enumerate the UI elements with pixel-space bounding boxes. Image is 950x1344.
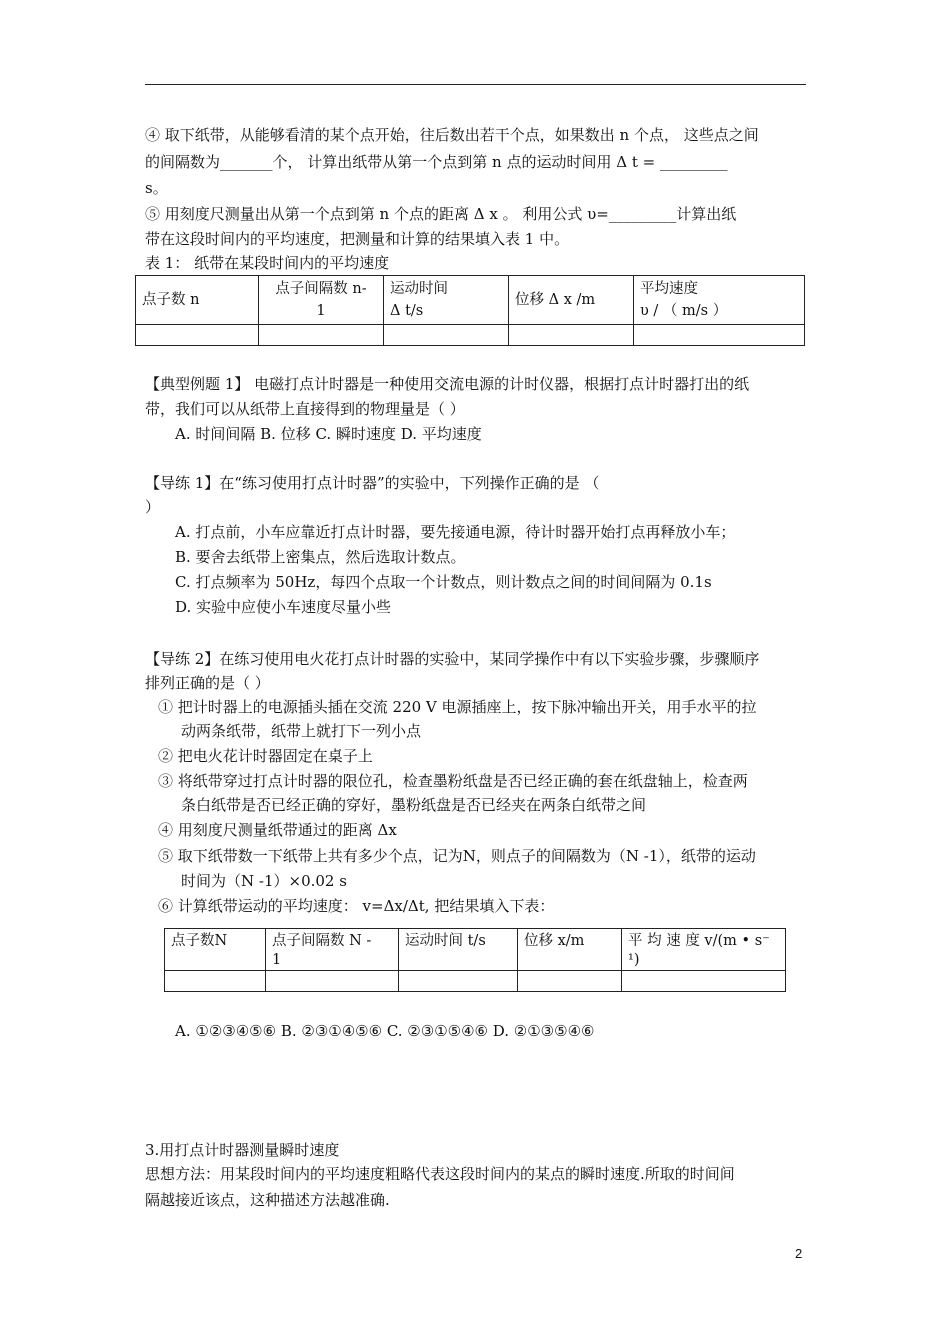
table2 xyxy=(164,928,786,992)
drill2-step-3: ③ 将纸带穿过打点计时器的限位孔，检查墨粉纸盘是否已经正确的套在纸盘轴上，检查两 xyxy=(158,772,748,790)
drill2-step-1: ① 把计时器上的电源插头插在交流 220 V 电源插座上，按下脉冲输出开关，用手水平的拉 xyxy=(158,698,757,716)
drill2-step-3-cont: 条白纸带是否已经正确的穿好，墨粉纸盘是否已经夹在两条白纸带之间 xyxy=(181,796,647,814)
table1-header-cell: 平均速度 υ / （ m/s ） xyxy=(634,276,805,325)
step5-line-2: 带在这段时间内的平均速度，把测量和计算的结果填入表 1 中。 xyxy=(145,230,570,248)
section3-title: 3.用打点计时器测量瞬时速度 xyxy=(145,1141,340,1159)
drill2-step-4: ④ 用刻度尺测量纸带通过的距离 Δx xyxy=(158,821,397,839)
drill1-option-c: C. 打点频率为 50Hz，每四个点取一个计数点，则计数点之间的时间间隔为 0.1s xyxy=(175,573,712,591)
table2-header-cell: 点子间隔数 N - 1 xyxy=(266,929,399,971)
table1-header-cell: 点子间隔数 n- 1 xyxy=(259,276,384,325)
table1-empty-row xyxy=(136,325,805,346)
table1-header-cell: 运动时间 Δ t/s xyxy=(384,276,509,325)
section3-line-1: 思想方法：用某段时间内的平均速度粗略代表这段时间内的某点的瞬时速度.所取的时间间 xyxy=(145,1165,735,1183)
drill2-step-6: ⑥ 计算纸带运动的平均速度： v=Δx/Δt, 把结果填入下表： xyxy=(158,897,555,915)
section3-line-2: 隔越接近该点，这种描述方法越准确. xyxy=(145,1191,390,1209)
table2-header-cell: 平 均 速 度 v/(m • s⁻ ¹) xyxy=(622,929,786,971)
drill2-options: A. ①②③④⑤⑥ B. ②③①④⑤⑥ C. ②③①⑤④⑥ D. ②①③⑤④⑥ xyxy=(175,1022,595,1040)
drill2-line-2: 排列正确的是（ ） xyxy=(145,674,270,692)
table2-header-cell: 位移 x/m xyxy=(518,929,622,971)
example1-line-1: 【典型例题 1】 电磁打点计时器是一种使用交流电源的计时仪器，根据打点计时器打出的纸 xyxy=(145,375,750,393)
step5-line-1: ⑤ 用刻度尺测量出从第一个点到第 n 个点的距离 Δ x 。 利用公式 υ=_________计算出纸 xyxy=(145,205,737,223)
drill1-line-2: ） xyxy=(145,498,161,516)
drill1-option-a: A. 打点前，小车应靠近打点计时器，要先接通电源，待计时器开始打点再释放小车； xyxy=(175,523,736,541)
table1-header-cell: 位移 Δ x /m xyxy=(509,276,634,325)
example1-line-2: 带，我们可以从纸带上直接得到的物理量是（ ） xyxy=(145,400,465,418)
table1 xyxy=(135,275,805,346)
table2-header-cell: 点子数N xyxy=(165,929,266,971)
drill2-line-1: 【导练 2】在练习使用电火花打点计时器的实验中，某同学操作中有以下实验步骤，步骤顺序 xyxy=(145,650,760,668)
drill2-step-5-cont: 时间为（N -1）×0.02 s xyxy=(181,872,347,890)
table1-caption: 表 1： 纸带在某段时间内的平均速度 xyxy=(145,254,390,272)
drill2-step-1-cont: 动两条纸带，纸带上就打下一列小点 xyxy=(181,722,422,740)
step4-line-3: s。 xyxy=(145,179,168,197)
drill1-option-d: D. 实验中应使小车速度尽量小些 xyxy=(175,598,392,616)
example1-options: A. 时间间隔 B. 位移 C. 瞬时速度 D. 平均速度 xyxy=(175,425,482,443)
page-number: 2 xyxy=(795,1246,803,1261)
drill1-line-1: 【导练 1】在“练习使用打点计时器”的实验中，下列操作正确的是 （ xyxy=(145,474,600,492)
step4-line-1: ④ 取下纸带，从能够看清的某个点开始，往后数出若干个点，如果数出 n 个点， 这些点之间 xyxy=(145,126,759,144)
drill2-step-2: ② 把电火花计时器固定在桌子上 xyxy=(158,747,373,765)
drill1-option-b: B. 要舍去纸带上密集点，然后选取计数点。 xyxy=(175,548,466,566)
table2-header-cell: 运动时间 t/s xyxy=(399,929,518,971)
header-rule xyxy=(145,84,806,85)
table2-empty-row xyxy=(165,971,786,992)
drill2-step-5: ⑤ 取下纸带数一下纸带上共有多少个点，记为N，则点子的间隔数为（N -1），纸带的运动 xyxy=(158,847,756,865)
table1-header-cell: 点子数 n xyxy=(136,276,259,325)
step4-line-2: 的间隔数为_______个， 计算出纸带从第一个点到第 n 点的运动时间用 Δ t = _________ xyxy=(145,153,728,171)
